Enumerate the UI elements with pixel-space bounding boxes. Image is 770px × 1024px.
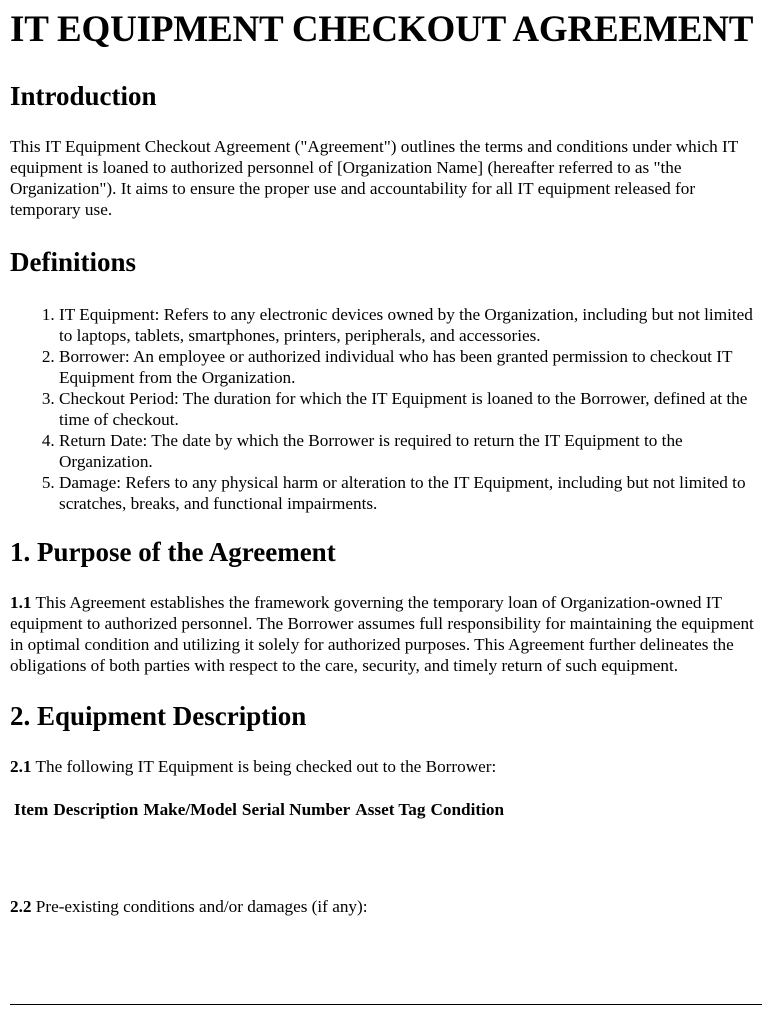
table-header-cell: Item: [14, 800, 49, 819]
definition-item: 1. IT Equipment: Refers to any electronic devices owned by the Organization, including but not limited to laptops, tablets, smartphones, printers, peripherals, and accessories.: [59, 304, 762, 346]
clause-text: The following IT Equipment is being checked out to the Borrower:: [31, 757, 497, 776]
definitions-list: [10, 304, 762, 514]
purpose-heading: 1. Purpose of the Agreement: [10, 537, 336, 567]
clause-number: 2.1: [10, 757, 32, 776]
purpose-clause: [10, 592, 762, 676]
table-header-cell: Serial Number: [241, 800, 351, 819]
agreement-document: [10, 8, 762, 917]
clause-number: 2.2: [10, 897, 32, 916]
table-header-cell: Description: [53, 800, 139, 819]
introduction-heading: Introduction: [10, 81, 157, 111]
clause-number: 1.1: [10, 593, 32, 612]
clause-text: Pre-existing conditions and/or damages (if any):: [31, 897, 368, 916]
table-header-cell: Make/Model: [143, 800, 237, 819]
equipment-table-header: [10, 799, 762, 820]
definition-item: 5. Damage: Refers to any physical harm or alteration to the IT Equipment, including but not limited to scratches, breaks, and functional impairments.: [59, 472, 762, 514]
document-title: IT EQUIPMENT CHECKOUT AGREEMENT: [10, 9, 754, 50]
fill-in-line: [10, 1004, 762, 1005]
equipment-clause-2-1: [10, 756, 762, 777]
table-header-cell: Condition: [430, 800, 505, 819]
equipment-clause-2-2: [10, 896, 762, 917]
definition-item: 3. Checkout Period: The duration for which the IT Equipment is loaned to the Borrower, defined at the time of checkout.: [59, 388, 762, 430]
definitions-heading: Definitions: [10, 247, 137, 277]
definition-item: 2. Borrower: An employee or authorized individual who has been granted permission to checkout IT Equipment from the Organization.: [59, 346, 762, 388]
equipment-heading: 2. Equipment Description: [10, 701, 307, 731]
definition-item: 4. Return Date: The date by which the Borrower is required to return the IT Equipment to the Organization.: [59, 430, 762, 472]
introduction-paragraph: This IT Equipment Checkout Agreement ("Agreement") outlines the terms and conditions under which IT equipment is loaned to authorized personnel of [Organization Name] (hereafter referred to as "the Organization"). It aims to ensure the proper use and accountability for all IT equipment released for temporary use.: [10, 137, 738, 219]
table-header-cell: Asset Tag: [355, 800, 426, 819]
clause-text: This Agreement establishes the framework governing the temporary loan of Organization-owned IT equipment to authorized personnel. The Borrower assumes full responsibility for maintaining the equipment in optimal condition and utilizing it solely for authorized purposes. This Agreement further delineates the obligations of both parties with respect to the care, security, and timely return of such equipment.: [10, 593, 754, 675]
